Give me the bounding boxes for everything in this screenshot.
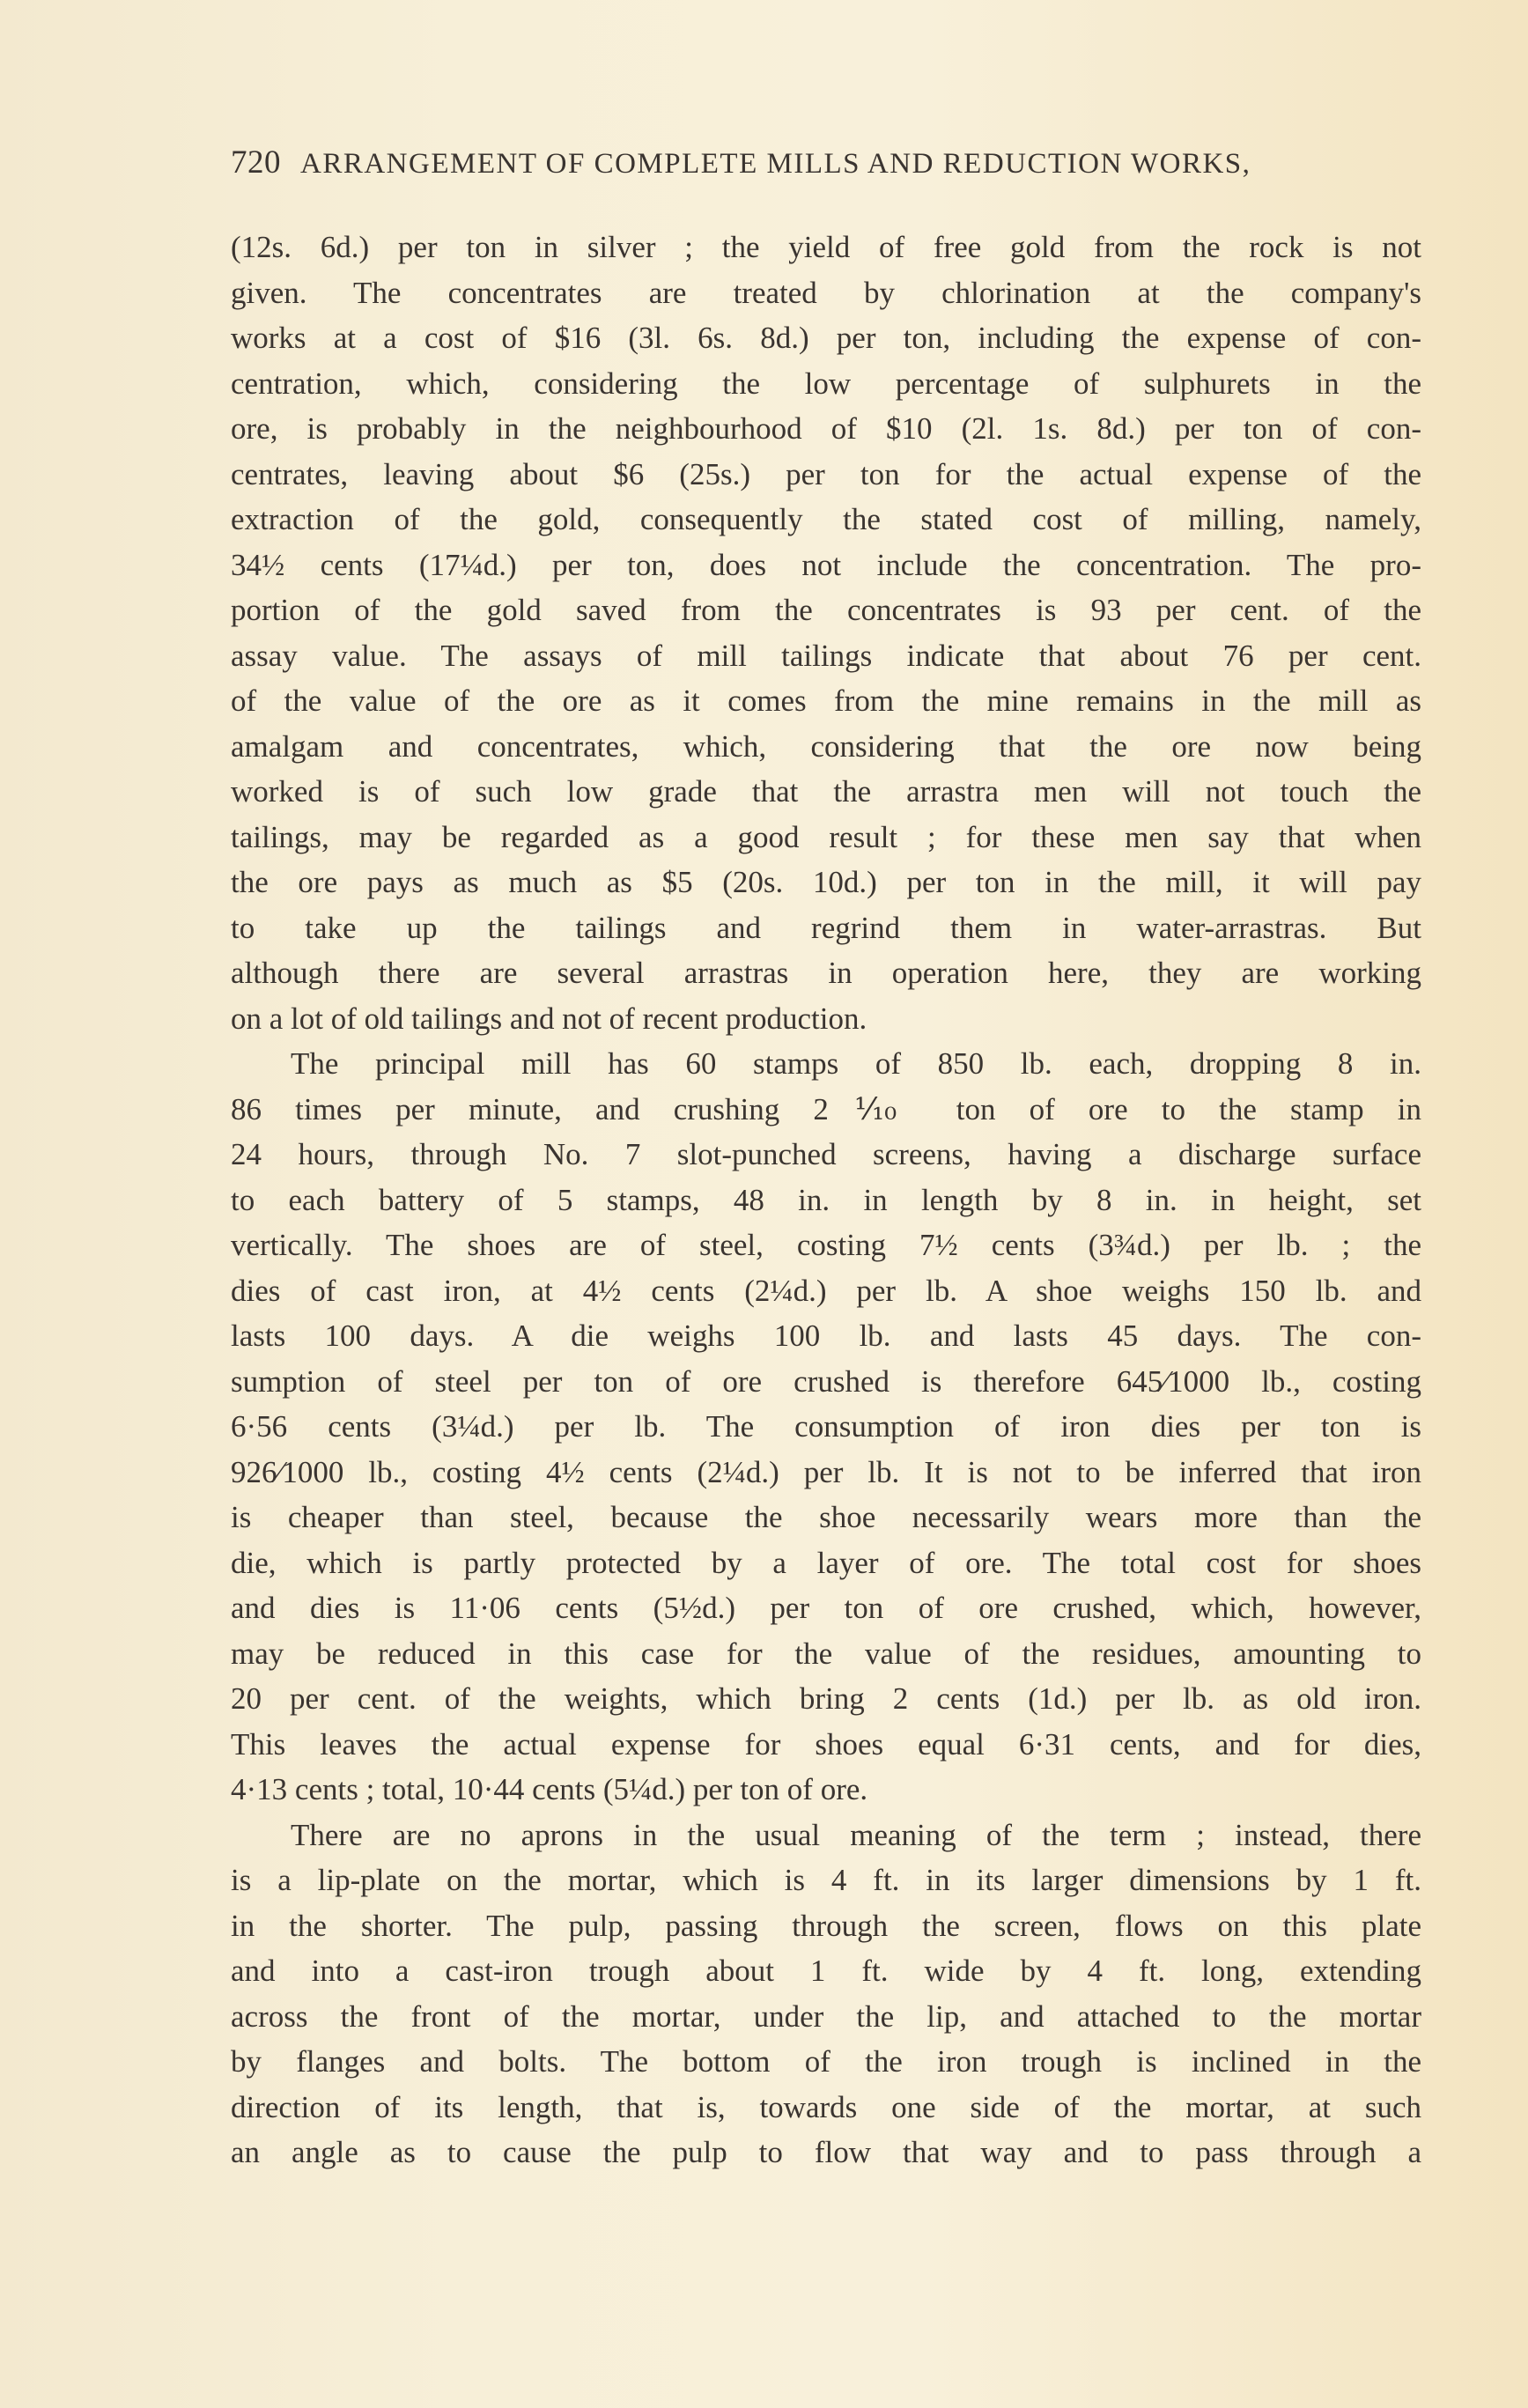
text-line: 926⁄1000 lb., costing 4½ cents (2¼d.) per lb. It is not to be inferred that iron	[231, 1454, 1421, 1489]
text-line: and dies is 11·06 cents (5½d.) per ton of ore crushed, which, however,	[231, 1591, 1421, 1625]
text-line: an angle as to cause the pulp to flow that way and to pass through a	[231, 2135, 1421, 2169]
text-line: worked is of such low grade that the arrastra men will not touch the	[231, 774, 1421, 809]
text-line: 4·13 cents ; total, 10·44 cents (5¼d.) per ton of ore.	[231, 1772, 868, 1806]
text-line: to take up the tailings and regrind them in water-arrastras. But	[231, 910, 1421, 945]
page-header	[231, 144, 1420, 196]
text-line: across the front of the mortar, under the lip, and attached to the mortar	[231, 1998, 1421, 2034]
text-line: the ore pays as much as $5 (20s. 10d.) per ton in the mill, it will pay	[231, 865, 1421, 899]
text-line: is cheaper than steel, because the shoe necessarily wears more than the	[231, 1500, 1421, 1534]
text-line: centrates, leaving about $6 (25s.) per ton for the actual expense of the	[231, 456, 1421, 491]
text-line: is a lip-plate on the mortar, which is 4 ft. in its larger dimensions by 1 ft.	[231, 1863, 1421, 1897]
paragraph-start-line: The principal mill has 60 stamps of 850 lb. each, dropping 8 in.	[291, 1046, 1421, 1081]
text-line: die, which is partly protected by a layer of ore. The total cost for shoes	[231, 1545, 1421, 1580]
text-line: in the shorter. The pulp, passing through the screen, flows on this plate	[231, 1908, 1421, 1943]
text-line: although there are several arrastras in operation here, they are working	[231, 956, 1421, 990]
page-number: 720	[231, 144, 281, 181]
text-line: works at a cost of $16 (3l. 6s. 8d.) per ton, including the expense of con-	[231, 321, 1421, 355]
text-line: assay value. The assays of mill tailings indicate that about 76 per cent.	[231, 638, 1421, 673]
body-text	[231, 225, 1421, 2175]
text-line: direction of its length, that is, towards one side of the mortar, at such	[231, 2089, 1421, 2124]
text-line: of the value of the ore as it comes from the mine remains in the mill as	[231, 683, 1421, 718]
text-line: given. The concentrates are treated by chlorination at the company's	[231, 275, 1421, 310]
text-line: 24 hours, through No. 7 slot-punched screens, having a discharge surface	[231, 1137, 1421, 1171]
text-line: 20 per cent. of the weights, which bring 2 cents (1d.) per lb. as old iron.	[231, 1681, 1421, 1716]
running-title: ARRANGEMENT OF COMPLETE MILLS AND REDUCTION WORKS,	[300, 148, 1251, 180]
text-line: (12s. 6d.) per ton in silver ; the yield of free gold from the rock is not	[231, 230, 1421, 264]
text-line: and into a cast-iron trough about 1 ft. wide by 4 ft. long, extending	[231, 1954, 1421, 1988]
text-line: portion of the gold saved from the concentrates is 93 per cent. of the	[231, 593, 1421, 627]
text-line: amalgam and concentrates, which, considering that the ore now being	[231, 728, 1421, 764]
text-line: This leaves the actual expense for shoes equal 6·31 cents, and for dies,	[231, 1726, 1421, 1762]
text-line: on a lot of old tailings and not of recent production.	[231, 1001, 867, 1036]
text-line: extraction of the gold, consequently the stated cost of milling, namely,	[231, 502, 1421, 536]
text-line: tailings, may be regarded as a good result ; for these men say that when	[231, 819, 1421, 854]
text-line: vertically. The shoes are of steel, costing 7½ cents (3¾d.) per lb. ; the	[231, 1228, 1421, 1262]
paragraph-start-line: There are no aprons in the usual meaning of the term ; instead, there	[291, 1817, 1421, 1852]
text-line: ore, is probably in the neighbourhood of $10 (2l. 1s. 8d.) per ton of con-	[231, 411, 1421, 446]
text-line: sumption of steel per ton of ore crushed is therefore 645⁄1000 lb., costing	[231, 1363, 1421, 1399]
text-line: lasts 100 days. A die weighs 100 lb. and lasts 45 days. The con-	[231, 1318, 1421, 1353]
text-line: may be reduced in this case for the value of the residues, amounting to	[231, 1636, 1421, 1671]
text-line: by flanges and bolts. The bottom of the iron trough is inclined in the	[231, 2044, 1421, 2079]
text-line: centration, which, considering the low percentage of sulphurets in the	[231, 366, 1421, 401]
text-line: dies of cast iron, at 4½ cents (2¼d.) per lb. A shoe weighs 150 lb. and	[231, 1273, 1421, 1308]
text-line: 6·56 cents (3¼d.) per lb. The consumption of iron dies per ton is	[231, 1409, 1421, 1444]
text-line: to each battery of 5 stamps, 48 in. in length by 8 in. in height, set	[231, 1182, 1421, 1217]
text-line: 86 times per minute, and crushing 2⅒ ton of ore to the stamp in	[231, 1091, 1421, 1126]
text-line: 34½ cents (17¼d.) per ton, does not include the concentration. The pro-	[231, 547, 1421, 582]
